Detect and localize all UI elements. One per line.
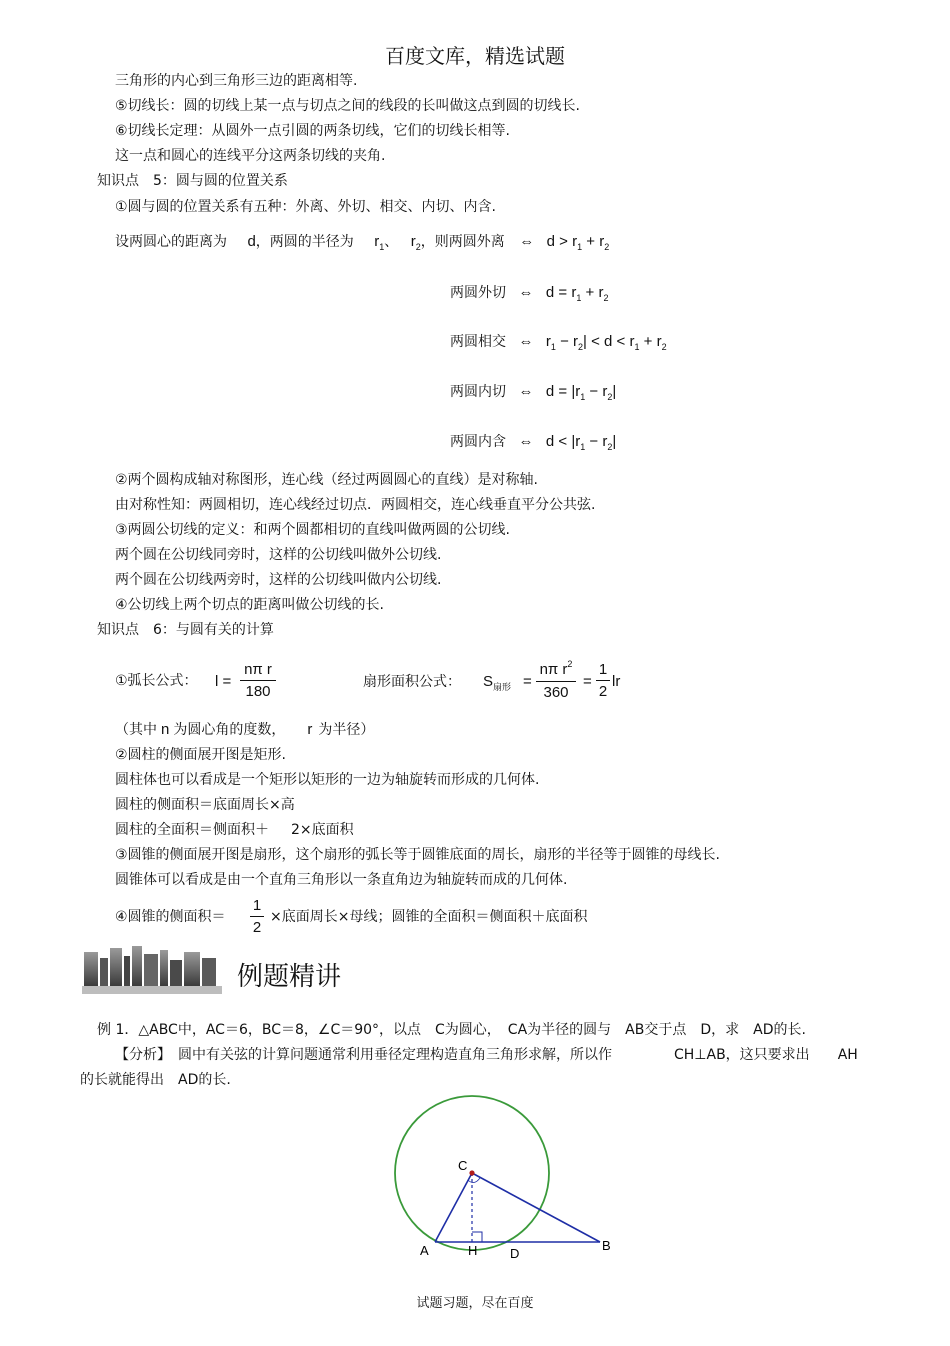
formula-xiangjiao: $r_1 - r_2| < d < r_1 + r_2$ [545, 333, 667, 352]
text-line: 圆锥体可以看成是由一个直角三角形以一条直角边为轴旋转而成的几何体. [115, 872, 568, 888]
relation-row [450, 284, 608, 303]
iff-icon: ⇔ [519, 233, 535, 250]
text-line: ③两圆公切线的定义：和两个圆都相切的直线叫做两圆的公切线. [115, 522, 510, 538]
iff-icon: ⇔ [518, 333, 534, 350]
books-banner-icon [80, 940, 225, 998]
label: 设两圆心的距离为 [115, 234, 227, 250]
text-line: 圆柱的全面积＝侧面积＋ 2×底面积 [115, 822, 354, 838]
cone-area-label: ④圆锥的侧面积＝ [115, 909, 226, 925]
page-footer: 试题习题，尽在百度 [416, 1296, 534, 1311]
section-banner-title: 例题精讲 [237, 962, 342, 992]
label-H: H [468, 1243, 478, 1258]
relation-row [450, 333, 667, 352]
iff-icon: ⇔ [518, 383, 534, 400]
right-angle-mark [472, 1232, 482, 1242]
label-B: B [602, 1238, 611, 1253]
math-r1: $r_1$ [374, 233, 385, 252]
relation-row [450, 433, 616, 452]
text-line: ③圆锥的侧面展开图是扇形，这个扇形的弧长等于圆锥底面的周长，扇形的半径等于圆锥的母线长. [115, 847, 720, 863]
text-line: 两个圆在公切线同旁时，这样的公切线叫做外公切线. [115, 547, 442, 563]
text-line: 这一点和圆心的连线平分这两条切线的夹角. [115, 148, 386, 164]
note-line: （其中 n 为圆心角的度数， r 为半径） [115, 721, 375, 738]
text-line: 圆柱的侧面积＝底面周长×高 [115, 797, 295, 813]
section-heading-5: 知识点 5：圆与圆的位置关系 [97, 173, 288, 189]
text-line: ×底面周长×母线；圆锥的全面积＝侧面积＋底面积 [270, 909, 588, 925]
iff-icon: ⇔ [518, 433, 534, 450]
cone-half-fraction: 1 2 [250, 896, 264, 939]
circle-triangle-figure [380, 1090, 630, 1270]
point-C [469, 1170, 474, 1175]
label: 两圆相交 [450, 334, 506, 350]
label: 两圆内切 [450, 384, 506, 400]
relation-row [450, 383, 616, 402]
formula-neiqie: $d = |r_1 - r_2|$ [545, 383, 617, 402]
arc-denominator: 180 [245, 683, 271, 700]
arc-numerator: nπ r [244, 661, 272, 678]
segment-BC [472, 1173, 600, 1242]
text-line: 两个圆在公切线两旁时，这样的公切线叫做内公切线. [115, 572, 442, 588]
text-line [115, 233, 609, 252]
text-line: 由对称性知：两圆相切，连心线经过切点．两圆相交，连心线垂直平分公共弦. [115, 497, 596, 513]
sector-denominator: 360 [543, 684, 569, 701]
text-line: ②圆柱的侧面展开图是矩形. [115, 747, 287, 763]
text-line: ②两个圆构成轴对称图形，连心线（经过两圆圆心的直线）是对称轴. [115, 472, 538, 488]
sector-fraction [536, 660, 576, 704]
formula-waili: $d > r_1 + r_2$ [546, 233, 610, 252]
math-r2: $r_2$ [410, 233, 421, 252]
equals: = [583, 673, 592, 690]
label-A: A [420, 1243, 429, 1258]
text-line: 圆柱体也可以看成是一个矩形以矩形的一边为轴旋转而形成的几何体. [115, 772, 540, 788]
text-line: 三角形的内心到三角形三边的距离相等. [115, 73, 358, 89]
arc-l: l = [215, 673, 232, 690]
label: 两圆外切 [450, 285, 506, 301]
sector-label: 扇形面积公式： [363, 674, 461, 690]
text-line: ⑤切线长：圆的切线上某一点与切点之间的线段的长叫做这点到圆的切线长. [115, 98, 580, 114]
iff-icon: ⇔ [518, 284, 534, 301]
arc-label: ①弧长公式： [115, 673, 198, 689]
segment-AC [435, 1173, 472, 1242]
section-heading-6: 知识点 6：与圆有关的计算 [97, 622, 274, 638]
sector-S: $S_{扇形}$ [483, 673, 512, 692]
analysis-line: 的长就能得出 AD的长. [80, 1072, 231, 1088]
text-line: ①圆与圆的位置关系有五种：外离、外切、相交、内切、内含. [115, 199, 496, 215]
label-D: D [510, 1246, 520, 1261]
lr: lr [612, 673, 621, 690]
label-C: C [458, 1158, 468, 1173]
math-d: d [247, 233, 256, 250]
label: ，两圆的半径为 [255, 234, 354, 250]
sector-numerator: nπ $r^2$ [539, 659, 573, 678]
formula-waiqie: $d = r_1 + r_2$ [545, 284, 609, 303]
label: 两圆内含 [450, 434, 506, 450]
example-1: 例 1．△ABC中，AC＝6，BC＝8，∠C＝90°，以点 C为圆心， CA为半径的圆与 AB交于点 D，求 AD的长. [97, 1022, 806, 1038]
page-header: 百度文库，精选试题 [385, 44, 565, 68]
half-fraction: 1 2 [596, 660, 610, 703]
arc-fraction [240, 660, 276, 703]
separator: 、 [384, 234, 399, 250]
text-line: ④公切线上两个切点的距离叫做公切线的长. [115, 597, 384, 613]
text-line: ⑥切线长定理：从圆外一点引圆的两条切线，它们的切线长相等. [115, 123, 510, 139]
equals: = [523, 673, 532, 690]
label: ，则两圆外离 [420, 234, 505, 250]
formula-neihan: $d < |r_1 - r_2|$ [545, 433, 617, 452]
analysis-line: 【分析】 圆中有关弦的计算问题通常利用垂径定理构造直角三角形求解，所以作 CH⊥AB，这只要求出 AH [115, 1047, 858, 1063]
